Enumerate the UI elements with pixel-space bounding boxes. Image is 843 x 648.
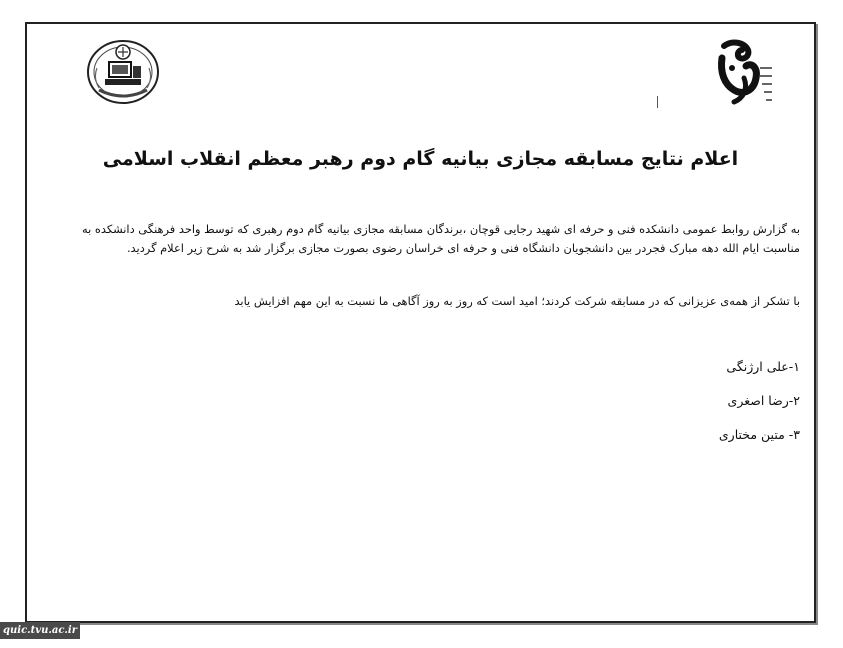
text-cursor: [657, 96, 658, 108]
site-watermark: quic.tvu.ac.ir: [0, 622, 80, 639]
announcement-paragraph: به گزارش روابط عمومی دانشکده فنی و حرفه ای شهید رجایی قوچان ،برندگان مسابقه مجازی بیانیه گام دوم رهبری که توسط واحد فرهنگی دانشکده به مناسبت ایام الله دهه مبارک فجردر بین دانشجویان دانشگاه فنی و حرفه ای خراسان رضوی بصورت مجازی برگزار شد به شرح زیر اعلام گردید.: [81, 222, 800, 255]
list-item: ۱-علی ارژنگی: [726, 359, 800, 374]
university-emblem-icon: [714, 38, 776, 108]
winners-list: [719, 358, 800, 460]
thanks-paragraph: با تشکر از همه‌ی عزیزانی که در مسابقه شرکت کردند؛ امید است که روز به روز آگاهی ما نسبت به این مهم افزایش یابد: [234, 294, 800, 308]
document-page: [25, 22, 816, 623]
college-seal-icon: [85, 38, 161, 106]
list-item: ۳- متین مختاری: [718, 427, 800, 442]
document-title: اعلام نتایج مسابقه مجازی بیانیه گام دوم رهبر معظم انقلاب اسلامی: [102, 148, 739, 170]
list-item: ۲-رضا اصغری: [727, 393, 800, 408]
